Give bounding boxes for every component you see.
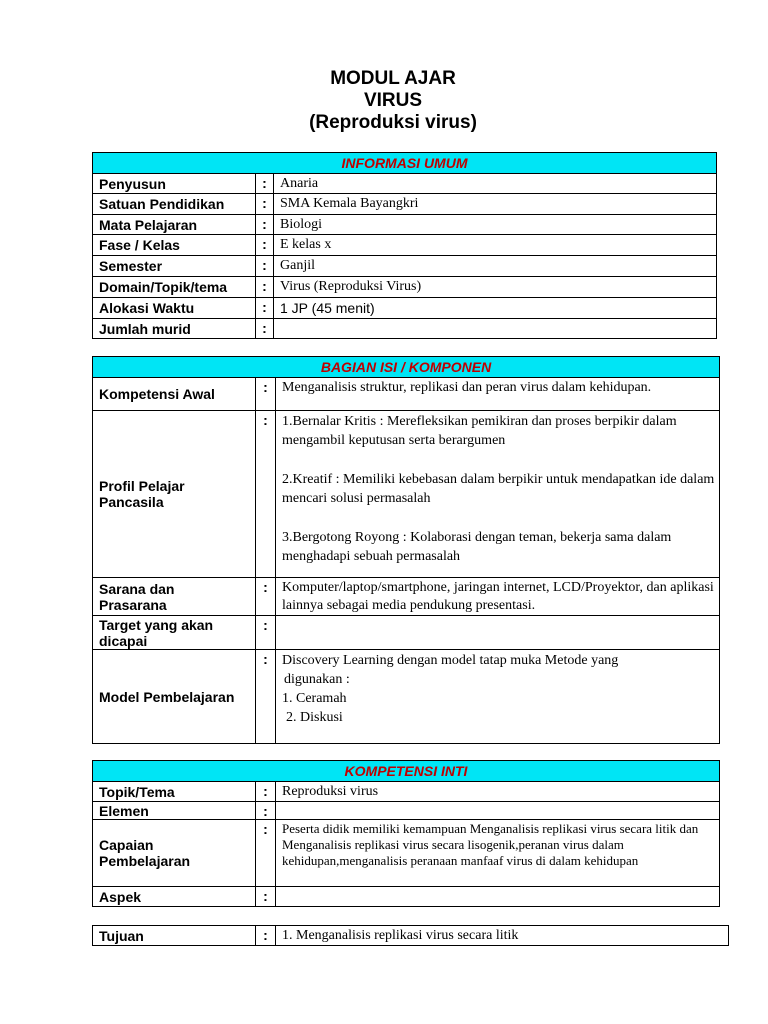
colon: : bbox=[256, 650, 276, 744]
profil-point-1: 1.Bernalar Kritis : Merefleksikan pemikiran dan proses berpikir dalam mengambil keputusan serta berargumen bbox=[282, 414, 677, 448]
colon: : bbox=[256, 235, 274, 256]
semester-value: Ganjil bbox=[274, 256, 717, 277]
profil-pelajar-label bbox=[93, 411, 256, 578]
kompetensi-awal-label: Kompetensi Awal bbox=[93, 378, 256, 411]
sarana-prasarana-label bbox=[93, 578, 256, 616]
document-title bbox=[0, 68, 768, 134]
target-label-line-1: Target yang akan bbox=[99, 616, 214, 633]
colon: : bbox=[256, 782, 276, 802]
colon: : bbox=[256, 215, 274, 235]
target-label bbox=[93, 616, 256, 650]
informasi-umum-header: INFORMASI UMUM bbox=[93, 153, 717, 174]
model-item-2: 2. Diskusi bbox=[286, 710, 343, 725]
aspek-value bbox=[276, 887, 720, 907]
profil-label-line-2: Pancasila bbox=[99, 494, 164, 510]
colon: : bbox=[256, 616, 276, 650]
colon: : bbox=[256, 174, 274, 194]
colon: : bbox=[256, 926, 276, 946]
colon: : bbox=[256, 411, 276, 578]
kompetensi-inti-header: KOMPETENSI INTI bbox=[93, 761, 720, 782]
elemen-value bbox=[276, 802, 720, 820]
fase-kelas-value: E kelas x bbox=[274, 235, 717, 256]
capaian-label-line-1: Capaian bbox=[99, 837, 154, 853]
title-line-2: VIRUS bbox=[363, 90, 423, 111]
model-pembelajaran-label: Model Pembelajaran bbox=[93, 650, 256, 744]
fase-kelas-label: Fase / Kelas bbox=[93, 235, 256, 256]
colon: : bbox=[256, 578, 276, 616]
title-line-1: MODUL AJAR bbox=[330, 68, 456, 89]
kompetensi-inti-table bbox=[92, 760, 720, 907]
title-line-3: (Reproduksi virus) bbox=[309, 112, 477, 133]
alokasi-waktu-value: 1 JP (45 menit) bbox=[274, 298, 717, 319]
alokasi-waktu-label: Alokasi Waktu bbox=[93, 298, 256, 319]
profil-point-3: 3.Bergotong Royong : Kolaborasi dengan teman, bekerja sama dalam menghadapi sebuah permasalah bbox=[282, 530, 672, 564]
model-pembelajaran-value bbox=[276, 650, 720, 744]
elemen-label: Elemen bbox=[93, 802, 256, 820]
domain-topik-label: Domain/Topik/tema bbox=[93, 277, 256, 298]
mata-pelajaran-label: Mata Pelajaran bbox=[93, 215, 256, 235]
penyusun-label: Penyusun bbox=[93, 174, 256, 194]
sarana-prasarana-value: Komputer/laptop/smartphone, jaringan internet, LCD/Proyektor, dan aplikasi lainnya sebagai media pendukung presentasi. bbox=[276, 578, 720, 616]
tujuan-value: 1. Menganalisis replikasi virus secara litik bbox=[276, 926, 729, 946]
tujuan-table bbox=[92, 925, 729, 946]
colon: : bbox=[256, 298, 274, 319]
colon: : bbox=[256, 820, 276, 887]
profil-pelajar-value bbox=[276, 411, 720, 578]
aspek-label: Aspek bbox=[93, 887, 256, 907]
colon: : bbox=[256, 802, 276, 820]
satuan-pendidikan-value: SMA Kemala Bayangkri bbox=[274, 194, 717, 215]
capaian-pembelajaran-label bbox=[93, 820, 256, 887]
jumlah-murid-label: Jumlah murid bbox=[93, 319, 256, 339]
model-item-1: 1. Ceramah bbox=[282, 691, 347, 706]
capaian-label-line-2: Pembelajaran bbox=[99, 853, 191, 869]
domain-topik-value: Virus (Reproduksi Virus) bbox=[274, 277, 717, 298]
bagian-isi-header: BAGIAN ISI / KOMPONEN bbox=[93, 357, 720, 378]
target-value bbox=[276, 616, 720, 650]
colon: : bbox=[256, 378, 276, 411]
profil-label-line-1: Profil Pelajar bbox=[99, 478, 185, 494]
tujuan-label: Tujuan bbox=[93, 926, 256, 946]
penyusun-value: Anaria bbox=[274, 174, 717, 194]
mata-pelajaran-value: Biologi bbox=[274, 215, 717, 235]
topik-tema-label: Topik/Tema bbox=[93, 782, 256, 802]
sarana-label-line-2: Prasarana bbox=[99, 596, 167, 613]
kompetensi-awal-value: Menganalisis struktur, replikasi dan peran virus dalam kehidupan. bbox=[276, 378, 720, 411]
jumlah-murid-value bbox=[274, 319, 717, 339]
bagian-isi-table bbox=[92, 356, 720, 744]
profil-point-2: 2.Kreatif : Memiliki kebebasan dalam berpikir untuk mendapatkan ide dalam mencari solusi permasalah bbox=[282, 472, 715, 506]
target-label-line-2: dicapai bbox=[99, 632, 148, 649]
sarana-label-line-1: Sarana dan bbox=[99, 580, 175, 597]
colon: : bbox=[256, 319, 274, 339]
colon: : bbox=[256, 887, 276, 907]
colon: : bbox=[256, 277, 274, 298]
model-line-2: digunakan : bbox=[284, 672, 350, 687]
model-line-1: Discovery Learning dengan model tatap muka Metode yang bbox=[282, 653, 619, 668]
semester-label: Semester bbox=[93, 256, 256, 277]
informasi-umum-table bbox=[92, 152, 717, 339]
capaian-pembelajaran-value: Peserta didik memiliki kemampuan Menganalisis replikasi virus secara litik dan Menganalisis replikasi virus secara lisogenik,peranan virus dalam kehidupan,menganalisis peranaan manfaaf virus di dalam kehidupan bbox=[276, 820, 720, 887]
colon: : bbox=[256, 194, 274, 215]
satuan-pendidikan-label: Satuan Pendidikan bbox=[93, 194, 256, 215]
topik-tema-value: Reproduksi virus bbox=[276, 782, 720, 802]
colon: : bbox=[256, 256, 274, 277]
